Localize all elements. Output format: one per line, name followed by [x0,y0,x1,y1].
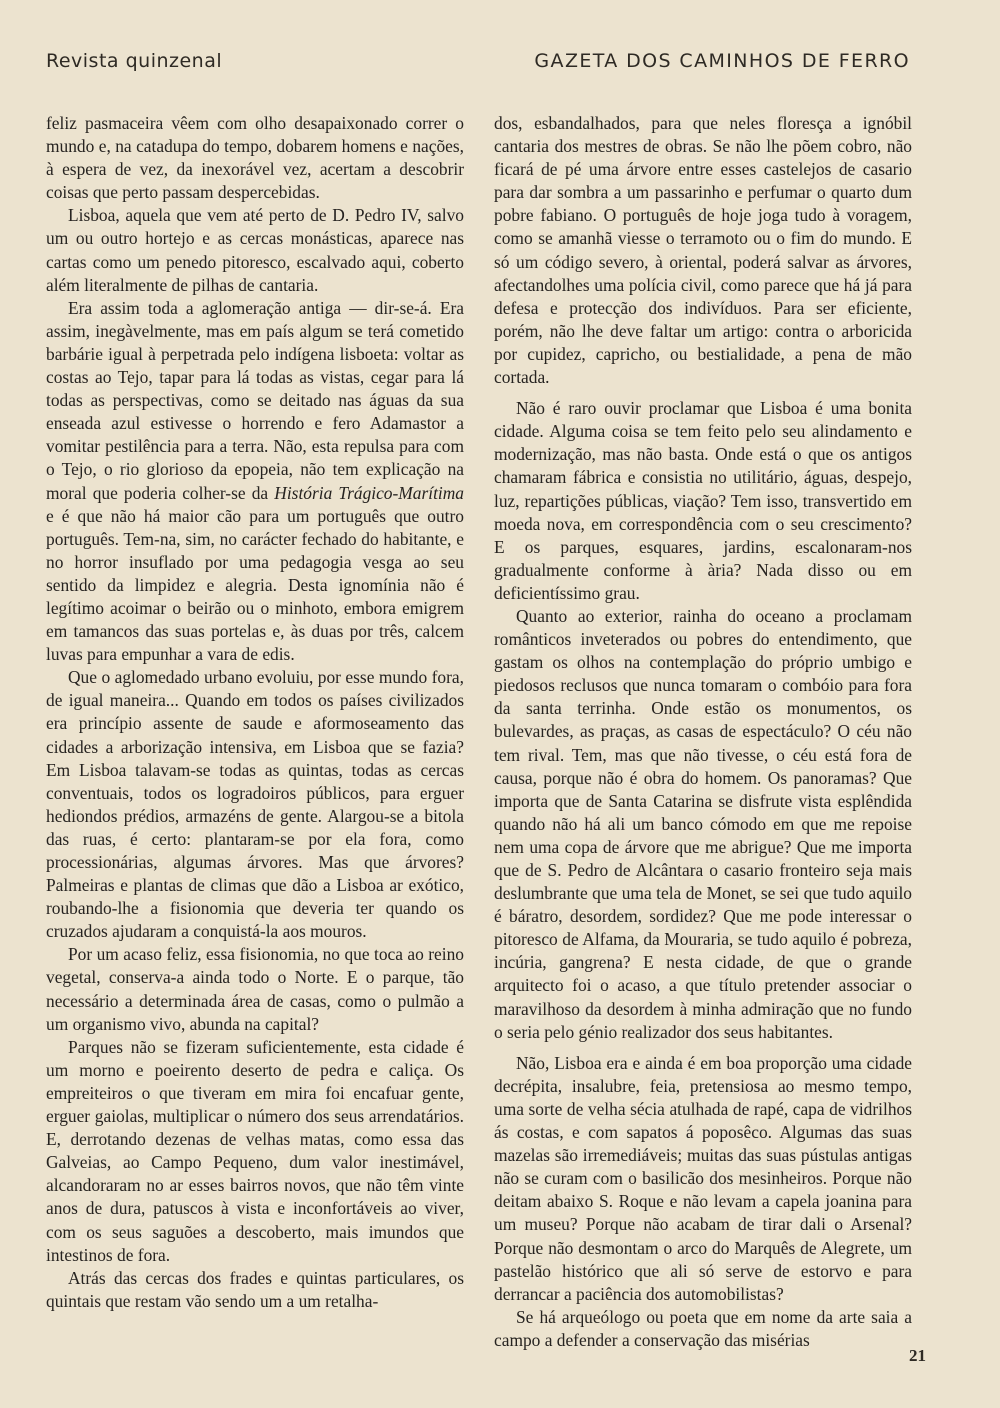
paragraph: Parques não se fizeram suficientemente, esta cidade é um morno e poeirento deserto de pedra e caliça. Os empreiteiros o que tiveram em mira foi encafuar gente, erguer gaiolas, multiplicar o número dos seus arrendatários. E, derrotando dezenas de velhas matas, como essa das Galveias, ao Campo Pequeno, dum valor inestimável, alcandoraram no ar esses bairros novos, que não têm vinte anos de dura, patuscos à vista e inconfortáveis ao viver, com os seus saguões a descoberto, mais imundos que intestinos de fora. [46,1036,464,1265]
paragraph: Que o aglomedado urbano evoluiu, por esse mundo fora, de igual maneira... Quando em todos os países civilizados era princípio assente de saude e aformoseamento das cidades a arborização intensiva, em Lisboa que se fazia? Em Lisboa talavam-se todas as quintas, todas as cercas conventuais, todos os logradoiros públicos, para erguer hediondos prédios, armazéns de gente. Alargou-se a bitola das ruas, é certo: plantaram-se por ela fora, como processionárias, algumas árvores. Mas que árvores? Palmeiras e plantas de climas que dão a Lisboa ar exótico, roubando-lhe a fisionomia que deveria ter quando os cruzados ajudaram a conquistá-la aos mouros. [46,667,464,942]
paragraph: feliz pasmaceira vêem com olho desapaixonado correr o mundo e, na catadupa do tempo, dobarem homens e nações, à espera de vez, da inexorável vez, acertam a descobrir coisas que perto passam despercebidas. [46,113,464,203]
book-title: História Trágico-Marítima [274,482,464,503]
paragraph-text: Era assim toda a aglomeração antiga — dir-se-á. Era assim, inegàvelmente, mas em país algum se terá cometido barbárie igual à perpetrada pelo indígena lisboeta: voltar as costas ao Tejo, tapar para lá todas as vistas, cegar para lá todas as perspectivas, como se deitado nas águas da sua enseada azul estivesse o horrendo e fero Adamastor a vomitar pestilência para a terra. Não, esta repulsa para com o Tejo, o rio glorioso da epopeia, não tem explicação na moral que poderia colher-se da [46,297,464,503]
left-column [46,112,464,1313]
paragraph [46,297,464,667]
paragraph: Se há arqueólogo ou poeta que em nome da arte saia a campo a defender a conservação das misérias [494,1306,912,1350]
paragraph: Quanto ao exterior, rainha do oceano a proclamam românticos inveterados ou pobres do entendimento, que gastam os olhos na contemplação do próprio umbigo e piedosos reclusos que nunca tomaram o combóio para fora da santa terrinha. Onde estão os monumentos, os bulevardes, as praças, as casas de espectáculo? O céu não tem rival. Tem, mas que não tivesse, o céu está fora de causa, porque não é obra do homem. Os panoramas? Que importa que de Santa Catarina se disfrute vista esplêndida quando não há ali um banco cómodo em que me repoise nem uma copa de árvore que me abrigue? Que me importa que de S. Pedro de Alcântara o casario fronteiro seja mais deslumbrante que uma tela de Monet, se sei que tudo aquilo é báratro, desordem, sordidez? Que me pode interessar o pitoresco de Alfama, da Mouraria, se tudo aquilo é pobreza, incúria, gangrena? E nesta cidade, de que o grande arquitecto foi o acaso, a que título pretender associar o maravilhoso da desordem à minha admiração que no fundo o seria pelo génio realizador dos seus habitantes. [494,605,912,1042]
paragraph: Não é raro ouvir proclamar que Lisboa é uma bonita cidade. Alguma coisa se tem feito pelo seu alindamento e modernização, mas não basta. Onde está o que os antigos chamaram fábrica e consistia no utilitário, águas, despejo, luz, repartições públicas, viação? Tem isso, transvertido em moeda nova, em correspondência com o seu crescimento? E os parques, esquares, jardins, escalonaram-nos gradualmente conforme à ària? Nada disso ou em deficientíssimo grau. [494,398,912,603]
paragraph: dos, esbandalhados, para que neles floresça a ignóbil cantaria dos mestres de obras. Se não lhe põem cobro, não ficará de pé uma árvore entre esses castelejos de casario para dar sombra a um passarinho e perfumar o quarto dum pobre fabiano. O português de hoje joga tudo à voragem, como se amanhã viesse o terramoto ou o fim do mundo. E só um código severo, à oriental, poderá salvar as árvores, afectandolhes uma polícia civil, como parece que há já para defesa e protecção dos indivíduos. Para ser eficiente, porém, não lhe deve faltar um artigo: contra o arboricida por cupidez, capricho, ou bestialidade, a pena de mão cortada. [494,113,912,388]
paragraph: Não, Lisboa era e ainda é em boa proporção uma cidade decrépita, insalubre, feia, pretensiosa ao mesmo tempo, uma sorte de velha sécia atulhada de rapé, capa de vidrilhos ás costas, e com sapatos á poposêco. Algumas das suas mazelas são irremediáveis; muitas das suas pústulas antigas não se curam com o basilicão dos mesinheiros. Porque não deitam abaixo S. Roque e não levam a capela joanina para um museu? Porque não acabam de tirar dali o Arsenal? Porque não desmontam o arco do Marquês de Alegrete, um pastelão histórico que ali só serve de estorvo e para derrancar a paciência dos automobilistas? [494,1052,912,1304]
right-column [494,112,912,1352]
paragraph-text: e é que não há maior cão para um português que outro português. Tem-na, sim, no carácter fechado do habitante, e no horror insuflado por uma pedagogia vesga ao seu sentido da limpidez e alegria. Desta ignomínia não é legítimo acoimar o beirão ou o minhoto, embora emigrem em tamancos das suas portelas e, às duas por três, calcem luvas para empunhar a vara de edis. [46,505,464,665]
paragraph: Atrás das cercas dos frades e quintas particulares, os quintais que restam vão sendo um a um retalha- [46,1267,464,1311]
header-journal-title: GAZETA DOS CAMINHOS DE FERRO [534,50,910,72]
running-header [46,50,910,76]
paragraph: Lisboa, aquela que vem até perto de D. Pedro IV, salvo um ou outro hortejo e as cercas monásticas, aparece nas cartas como um penedo pitoresco, escalvado aqui, coberto além literalmente de pilhas de cantaria. [46,205,464,295]
header-periodicity: Revista quinzenal [46,50,223,72]
paragraph: Por um acaso feliz, essa fisionomia, no que toca ao reino vegetal, conserva-a ainda todo o Norte. E o parque, tão necessário a determinada área de casas, como o pulmão a um organismo vivo, abunda na capital? [46,944,464,1034]
page-number: 21 [909,1346,926,1365]
